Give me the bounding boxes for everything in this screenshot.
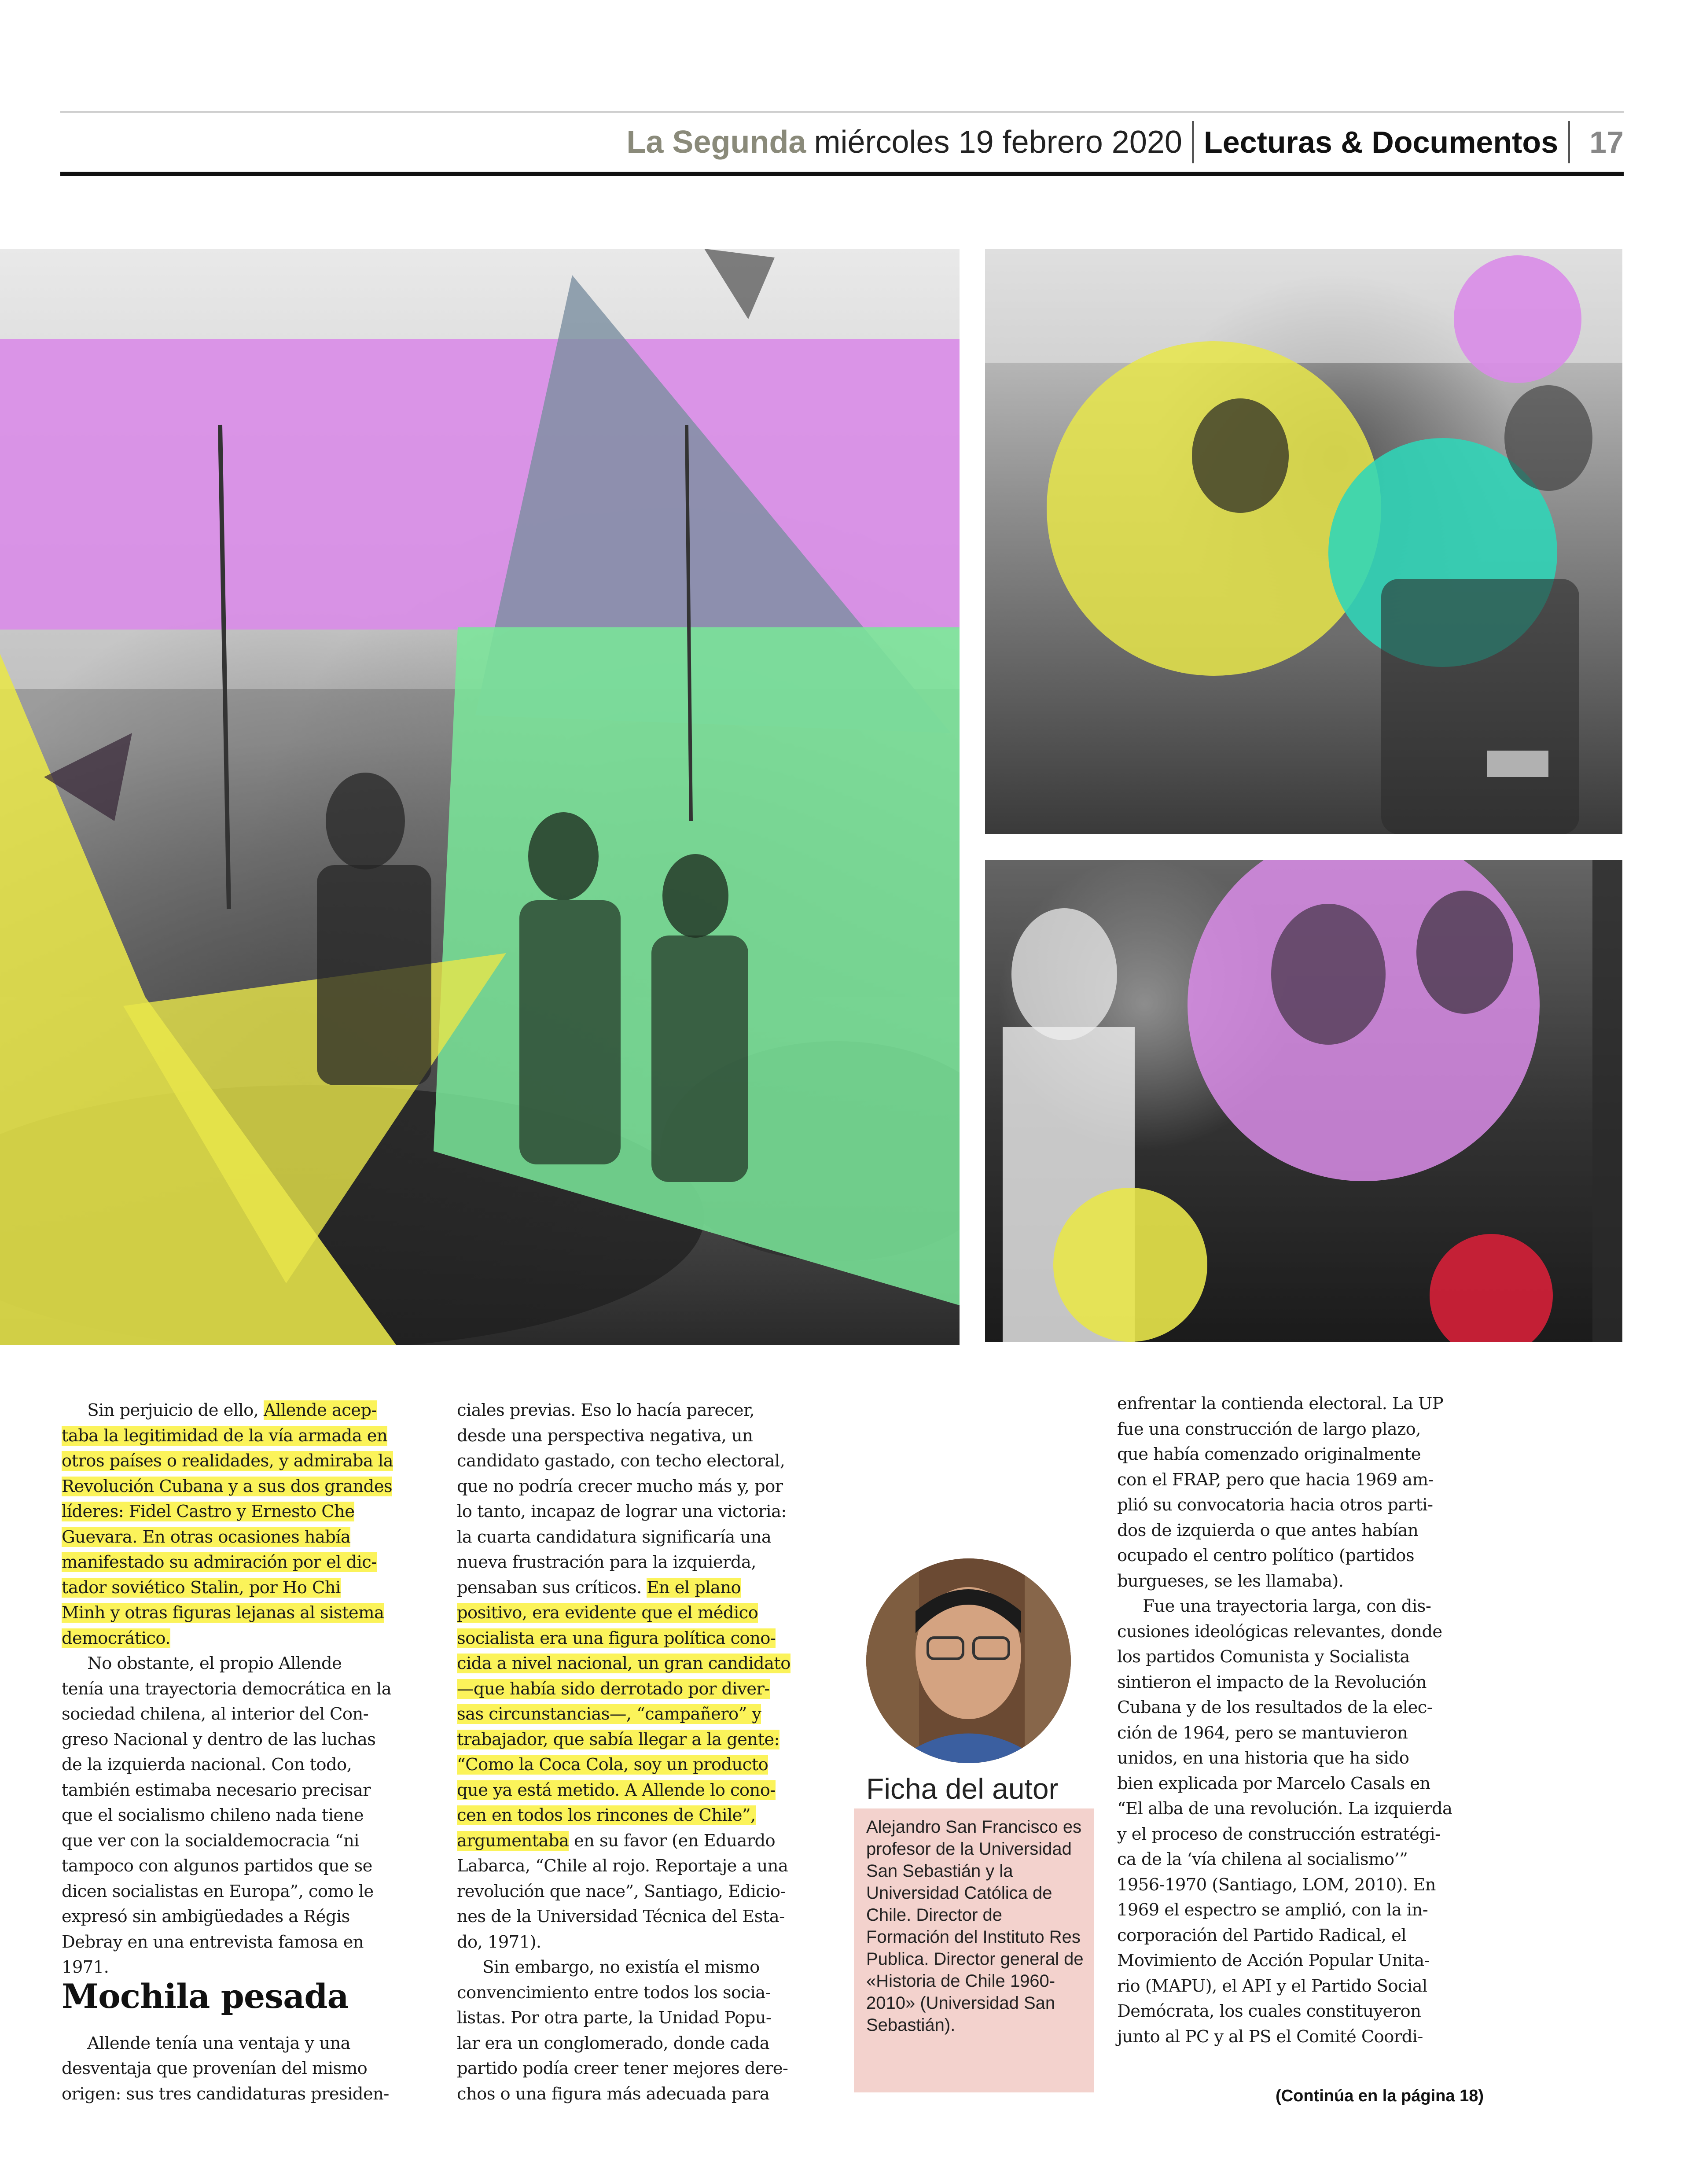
text-line [62,1955,393,1980]
text-segment: plió su convocatoria hacia otros parti- [1117,1495,1433,1515]
text-line [457,1980,791,2006]
text-line [1117,1619,1452,1645]
text-segment: nueva frustración para la izquierda, [457,1552,756,1572]
text-line [62,1600,393,1626]
page-number: 17 [1589,125,1624,159]
motorcade-collage-photo [0,249,960,1345]
text-line [457,1930,791,1955]
text-line [457,1398,791,1423]
text-segment: candidato gastado, con techo electoral, [457,1451,785,1471]
publication-name: La Segunda [626,125,806,160]
header-bottom-rule [60,172,1624,176]
text-line [457,1499,791,1525]
text-line [1117,1569,1452,1594]
text-line [1117,1999,1452,2024]
text-segment: 1969 el espectro se amplió, con la in- [1117,1900,1428,1920]
highlighted-text: líderes: Fidel Castro y Ernesto Che [62,1502,355,1521]
continuation-note: (Continúa en la página 18) [1276,2087,1484,2105]
text-line [1117,1543,1452,1569]
highlighted-text: que ya está metido. A Allende lo cono- [457,1780,776,1800]
text-segment: expresó sin ambigüedades a Régis [62,1907,350,1926]
text-segment: Sin embargo, no existía el mismo [457,1957,760,1977]
text-line [457,1626,791,1651]
text-segment: desde una perspectiva negativa, un [457,1425,753,1446]
text-segment: revolución que nace”, Santiago, Edicio- [457,1881,786,1901]
text-line [457,1474,791,1499]
body-column-3 [1117,1391,1452,2049]
text-segment: también estimaba necesario precisar [62,1780,371,1800]
text-line [457,1828,791,1854]
text-line [62,1525,393,1550]
text-line [62,1676,393,1702]
text-line [457,1853,791,1879]
text-line [1117,1594,1452,1619]
text-segment: do, 1971). [457,1932,541,1952]
text-line [62,2056,393,2081]
highlighted-text: “Como la Coca Cola, soy un producto [457,1755,768,1775]
text-line [1117,1417,1452,1442]
text-line [1117,1492,1452,1518]
text-segment: “El alba de una revolución. La izquierda [1117,1799,1452,1819]
text-line [1117,1670,1452,1695]
text-segment: la cuarta candidatura significaría una [457,1527,772,1547]
section-name: Lecturas & Documentos [1203,125,1559,159]
issue-date: miércoles 19 febrero 2020 [814,125,1182,160]
text-segment: de la izquierda nacional. Con todo, [62,1755,352,1775]
text-segment: partido podía creer tener mejores dere- [457,2059,788,2078]
text-line [457,1803,791,1828]
text-segment: rio (MAPU), el API y el Partido Social [1117,1976,1427,1996]
text-line [457,1752,791,1778]
text-line [1117,1695,1452,1720]
text-line [1117,1720,1452,1746]
text-line [62,1853,393,1879]
text-line [1117,1948,1452,1974]
text-segment: en su favor (en Eduardo [569,1830,776,1851]
text-line [457,1676,791,1702]
highlighted-text: manifestado su admiración por el dic- [62,1552,377,1572]
page-header [626,118,1624,166]
text-segment: Movimiento de Acción Popular Unita- [1117,1951,1430,1970]
text-segment: que no podría crecer mucho más y, por [457,1476,783,1496]
text-segment: 1956-1970 (Santiago, LOM, 2010). En [1117,1875,1436,1895]
text-line [62,1752,393,1778]
text-line [1117,1796,1452,1822]
text-segment: lar era un conglomerado, donde cada [457,2033,770,2053]
text-line [1117,1442,1452,1467]
text-segment: Labarca, “Chile al rojo. Reportaje a una [457,1856,788,1876]
text-segment: ción de 1964, pero se mantuvieron [1117,1723,1408,1743]
text-line [457,1879,791,1904]
text-line [62,1499,393,1525]
text-line [457,1575,791,1601]
author-box-title: Ficha del autor [866,1772,1059,1805]
text-segment: con el FRAP, pero que hacia 1969 am- [1117,1470,1434,1490]
text-line [457,1904,791,1930]
highlighted-text: Revolución Cubana y a sus dos grandes [62,1476,393,1496]
text-line [457,1423,791,1449]
text-segment: listas. Por otra parte, la Unidad Popu- [457,2008,772,2028]
author-photo [866,1558,1071,1763]
text-segment: Allende tenía una ventaja y una [62,2033,351,2053]
text-line [62,1550,393,1575]
text-line [62,2031,393,2056]
text-line [62,1727,393,1753]
body-column-2 [457,1398,791,2107]
text-segment: greso Nacional y dentro de las luchas [62,1729,376,1749]
text-segment: No obstante, el propio Allende [62,1654,342,1673]
text-segment: dicen socialistas en Europa”, como le [62,1881,374,1901]
text-line [1117,1771,1452,1797]
text-segment: desventaja que provenían del mismo [62,2059,368,2078]
text-line [62,1879,393,1904]
text-segment: que había comenzado originalmente [1117,1444,1421,1464]
text-line [62,2081,393,2107]
highlighted-text: argumentaba [457,1830,569,1851]
text-line [1117,1518,1452,1543]
text-segment: Debray en una entrevista famosa en [62,1932,364,1952]
highlighted-text: Guevara. En otras ocasiones había [62,1527,351,1547]
text-line [62,1778,393,1803]
text-line [457,2056,791,2081]
text-line [62,1702,393,1727]
text-segment: enfrentar la contienda electoral. La UP [1117,1394,1444,1414]
text-line [457,1651,791,1676]
highlighted-text: tador soviético Stalin, por Ho Chi [62,1577,341,1598]
text-line [457,2031,791,2056]
text-line [1117,1822,1452,1847]
text-line [62,1423,393,1449]
text-segment: Fue una trayectoria larga, con dis- [1117,1596,1431,1616]
text-segment: los partidos Comunista y Socialista [1117,1647,1410,1667]
text-line [62,1828,393,1854]
text-segment: ciales previas. Eso lo hacía parecer, [457,1400,755,1420]
header-top-rule [60,111,1624,113]
text-line [457,1550,791,1575]
highlighted-text: cen en todos los rincones de Chile”, [457,1805,756,1825]
text-line [1117,1974,1452,1999]
text-segment: que ver con la socialdemocracia “ni [62,1830,359,1851]
text-segment: chos o una figura más adecuada para [457,2084,770,2104]
text-line [62,1930,393,1955]
text-line [457,2005,791,2031]
text-line [62,1398,393,1423]
text-line [62,1803,393,1828]
text-segment: sintieron el impacto de la Revolución [1117,1672,1427,1692]
highlighted-text: socialista era una figura política cono- [457,1628,776,1648]
text-line [1117,1746,1452,1771]
text-line [1117,1644,1452,1670]
text-line [1117,1847,1452,1872]
header-divider [1568,121,1570,163]
text-line [62,1448,393,1474]
text-line [457,1702,791,1727]
highlighted-text: otros países o realidades, y admiraba la [62,1451,393,1471]
text-segment: tenía una trayectoria democrática en la [62,1679,392,1699]
text-line [457,1955,791,1980]
text-line [1117,1391,1452,1417]
handshake-photo [985,249,1622,834]
text-segment: origen: sus tres candidaturas presiden- [62,2084,389,2104]
text-segment: Demócrata, los cuales constituyeron [1117,2001,1421,2021]
text-segment: unidos, en una historia que ha sido [1117,1748,1409,1768]
text-segment: Sin perjuicio de ello, [62,1400,264,1420]
text-line [1117,1872,1452,1898]
highlighted-text: democrático. [62,1628,170,1648]
text-segment: dos de izquierda o que antes habían [1117,1520,1419,1540]
text-line [62,1651,393,1676]
text-segment: lo tanto, incapaz de lograr una victoria: [457,1502,787,1521]
text-line [1117,2024,1452,2050]
text-line [1117,1467,1452,1493]
highlighted-text: positivo, era evidente que el médico [457,1603,758,1623]
text-segment: convencimiento entre todos los socia- [457,1982,771,2003]
text-segment: ca de la ‘vía chilena al socialismo’” [1117,1849,1408,1869]
text-segment: junto al PC y al PS el Comité Coordi- [1117,2026,1423,2047]
author-bio-text: Alejandro San Francisco es profesor de la Universidad San Sebastián y la Universidad Católica de Chile. Director de Formación del Instituto Res Publica. Director general de «Historia de Chile 1960-2010» (Universidad San Sebastián). [866,1817,1084,2035]
text-line [457,1525,791,1550]
text-segment: burgueses, se les llamaba). [1117,1571,1344,1591]
text-line [457,1778,791,1803]
text-segment: nes de la Universidad Técnica del Esta- [457,1907,785,1926]
text-line [62,1904,393,1930]
text-segment: y el proceso de construcción estratégi- [1117,1824,1441,1844]
highlighted-text: Minh y otras figuras lejanas al sistema [62,1603,384,1623]
highlighted-text: —que había sido derrotado por diver- [457,1679,770,1699]
header-divider [1192,121,1194,163]
text-line [457,1448,791,1474]
highlighted-text: En el plano [647,1577,741,1598]
highlighted-text: Allende acep- [264,1400,377,1420]
highlighted-text: taba la legitimidad de la vía armada en [62,1425,388,1446]
subheading-mochila-pesada: Mochila pesada [62,1977,349,2016]
highlighted-text: trabajador, que sabía llegar a la gente: [457,1729,779,1749]
text-segment: 1971. [62,1957,109,1977]
text-line [457,1600,791,1626]
text-line [1117,1923,1452,1948]
text-line [62,1626,393,1651]
highlighted-text: cida a nivel nacional, un gran candidato [457,1654,791,1673]
text-line [62,1474,393,1499]
text-line [1117,1897,1452,1923]
text-segment: Cubana y de los resultados de la elec- [1117,1698,1433,1717]
allende-crowd-photo [985,860,1622,1342]
text-line [62,1575,393,1601]
text-segment: que el socialismo chileno nada tiene [62,1805,364,1825]
text-segment: ocupado el centro político (partidos [1117,1546,1414,1565]
text-segment: sociedad chilena, al interior del Con- [62,1704,369,1724]
text-segment: cusiones ideológicas relevantes, donde [1117,1621,1442,1642]
text-segment: tampoco con algunos partidos que se [62,1856,372,1876]
text-line [457,1727,791,1753]
text-segment: pensaban sus críticos. [457,1577,647,1598]
text-segment: fue una construcción de largo plazo, [1117,1419,1421,1439]
text-segment: corporación del Partido Radical, el [1117,1925,1406,1945]
highlighted-text: sas circunstancias—, “campañero” y [457,1704,761,1724]
text-segment: bien explicada por Marcelo Casals en [1117,1773,1430,1794]
text-line [457,2081,791,2107]
